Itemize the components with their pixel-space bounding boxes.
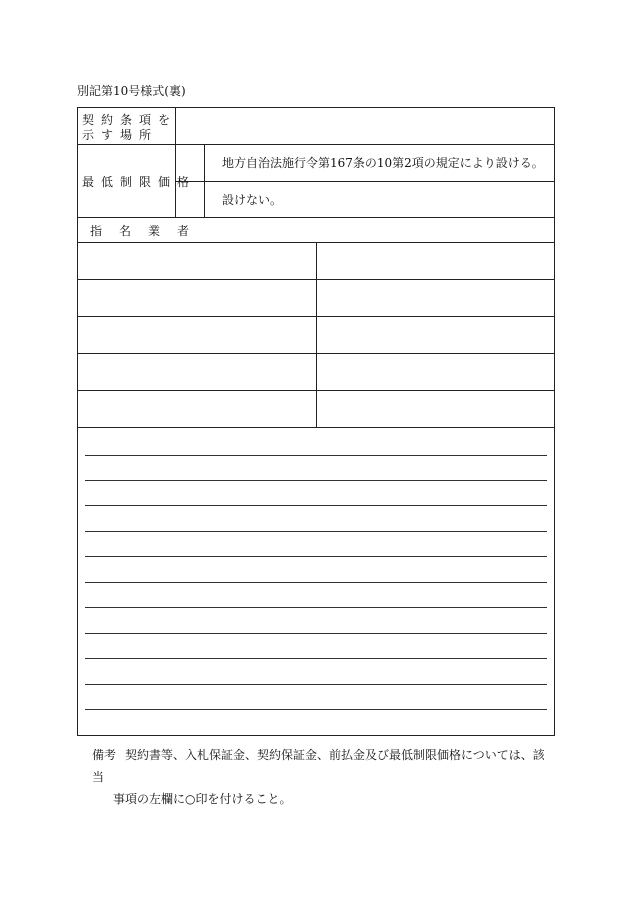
ruled-line xyxy=(85,582,547,583)
nominated-grid-row-line xyxy=(77,390,555,391)
minimum-price-label: 最低制限価格 xyxy=(82,175,197,189)
row-divider-contract-terms xyxy=(77,144,555,145)
remarks-text-line2: 事項の左欄に○印を付けること。 xyxy=(113,792,292,806)
option-text: 地方自治法施行令第167条の10第2項の規定により設ける。 xyxy=(222,156,544,170)
nominated-grid-bottom-line xyxy=(77,427,555,428)
ruled-line xyxy=(85,556,547,557)
nominated-label: 指名業者 xyxy=(90,224,207,238)
ruled-line xyxy=(85,505,547,506)
option-divider xyxy=(175,181,555,182)
ruled-line xyxy=(85,709,547,710)
ruled-line xyxy=(85,633,547,634)
nominated-grid-center-divider xyxy=(316,242,317,427)
nominated-grid-row-line xyxy=(77,353,555,354)
nominated-grid-row-line xyxy=(77,279,555,280)
remarks-text-line1: 契約書等、入札保証金、契約保証金、前払金及び最低制限価格については、該当 xyxy=(92,748,545,784)
remarks xyxy=(92,744,554,810)
contract-terms-label-line2: 示す場所 xyxy=(82,128,159,142)
ruled-line xyxy=(85,684,547,685)
row-divider-minimum-price xyxy=(77,217,555,218)
ruled-line xyxy=(85,480,547,481)
ruled-line xyxy=(85,455,547,456)
contract-terms-label-line1: 契約条項を xyxy=(82,113,178,127)
ruled-line xyxy=(85,531,547,532)
form-title: 別記第10号様式(裏) xyxy=(77,84,186,98)
nominated-grid-row-line xyxy=(77,316,555,317)
remarks-line1 xyxy=(92,744,554,788)
remarks-label: 備考 xyxy=(92,748,117,762)
ruled-line xyxy=(85,658,547,659)
ruled-line xyxy=(85,607,547,608)
option-text: 設けない。 xyxy=(222,193,283,207)
